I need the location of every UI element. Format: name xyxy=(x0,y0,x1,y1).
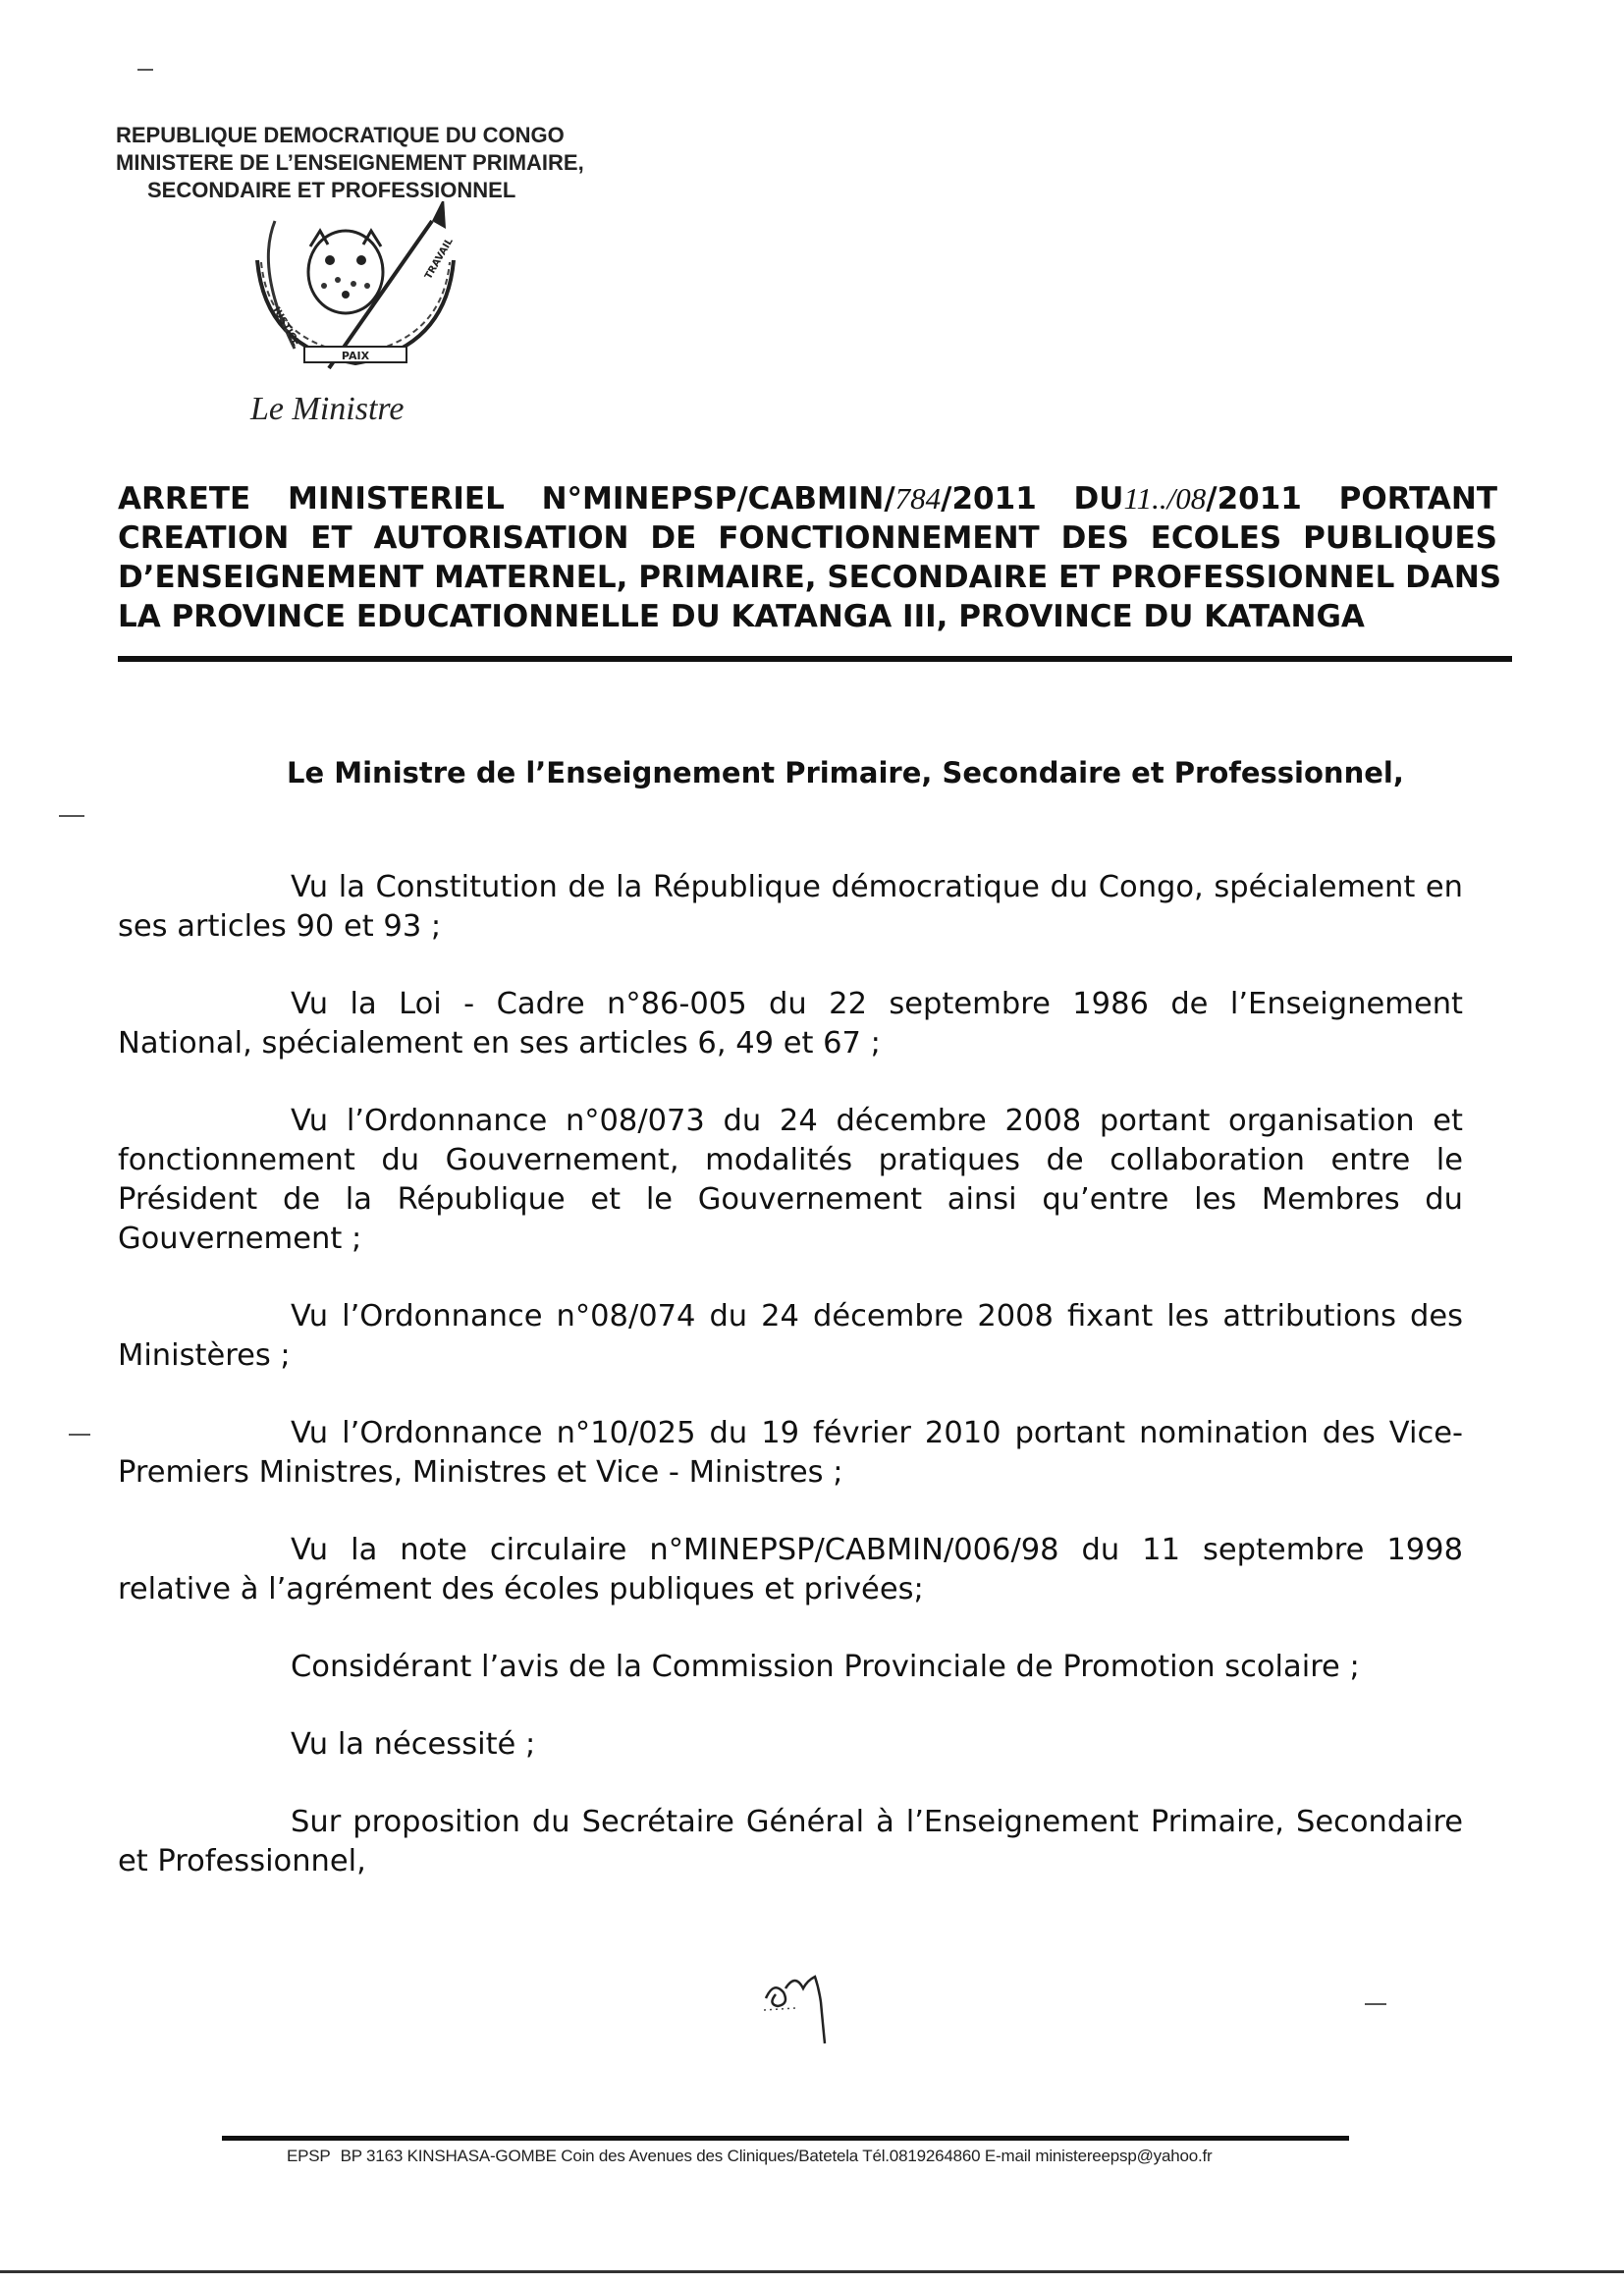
coat-of-arms-icon xyxy=(236,201,476,383)
letterhead-ministry: MINISTERE DE L’ENSEIGNEMENT PRIMAIRE, xyxy=(116,150,584,175)
paragraph: Vu la note circulaire n°MINEPSP/CABMIN/006/98 du 11 septembre 1998 relative à l’agrément des écoles publiques et privées; xyxy=(118,1533,1463,1606)
svg-text:JUSTICE: JUSTICE xyxy=(270,305,301,349)
paragraph: Sur proposition du Secrétaire Général à l’Enseignement Primaire, Secondaire et Professionnel, xyxy=(118,1805,1463,1878)
decree-title-line-3: D’ENSEIGNEMENT MATERNEL, PRIMAIRE, SECONDAIRE ET PROFESSIONNEL DANS xyxy=(118,560,1502,595)
footer-address: BP 3163 KINSHASA-GOMBE Coin des Avenues des Cliniques/Batetela Tél.0819264860 E-mail ministereepsp@yahoo.fr xyxy=(340,2147,1213,2165)
paragraph: Vu l’Ordonnance n°10/025 du 19 février 2010 portant nomination des Vice-Premiers Ministres, Ministres et Vice - Ministres ; xyxy=(118,1416,1463,1490)
decree-title-line-2: CREATION ET AUTORISATION DE FONCTIONNEMENT DES ECOLES PUBLIQUES xyxy=(118,520,1497,556)
scan-speck xyxy=(59,815,84,817)
letterhead-ministry-cont: SECONDAIRE ET PROFESSIONNEL xyxy=(147,178,516,202)
footer-divider xyxy=(222,2136,1349,2141)
decree-number-handwritten: 784 xyxy=(894,481,942,516)
title-divider xyxy=(118,656,1512,662)
scan-speck xyxy=(69,1434,90,1436)
paragraph: Considérant l’avis de la Commission Provinciale de Promotion scolaire ; xyxy=(291,1650,1360,1684)
letterhead xyxy=(116,122,705,204)
decree-year-portant: 2011 PORTANT xyxy=(1217,481,1497,517)
decree-title-line-1: ARRETE MINISTERIEL N°MINEPSP/CABMIN/784/2011 DU11../08/2011 PORTANT xyxy=(118,481,1497,517)
decree-body xyxy=(118,868,1463,1881)
scan-edge xyxy=(0,2270,1624,2273)
scan-speck xyxy=(1365,2003,1386,2005)
signature-title: Le Ministre xyxy=(250,391,405,427)
footer xyxy=(287,2147,1212,2166)
letterhead-country: REPUBLIQUE DEMOCRATIQUE DU CONGO xyxy=(116,123,565,147)
handwritten-initials xyxy=(756,1959,864,2047)
decree-title-line-4: LA PROVINCE EDUCATIONNELLE DU KATANGA III, PROVINCE DU KATANGA xyxy=(118,599,1365,634)
decree-date-handwritten: 11../08 xyxy=(1123,481,1207,516)
decree-number-prefix: ARRETE MINISTERIEL N°MINEPSP/CABMIN/ xyxy=(118,481,895,517)
svg-text:TRAVAIL: TRAVAIL xyxy=(423,236,456,282)
paragraph: Vu l’Ordonnance n°08/074 du 24 décembre 2008 fixant les attributions des Ministères ; xyxy=(118,1299,1463,1373)
paragraph: Vu la Loi - Cadre n°86-005 du 22 septembre 1986 de l’Enseignement National, spécialement en ses articles 6, 49 et 67 ; xyxy=(118,987,1463,1061)
footer-org: EPSP xyxy=(287,2147,331,2165)
svg-text:PAIX: PAIX xyxy=(341,350,370,362)
decree-year-du: 2011 DU xyxy=(951,481,1124,517)
paragraph: Vu la Constitution de la République démocratique du Congo, spécialement en ses articles 90 et 93 ; xyxy=(118,870,1463,944)
scan-speck xyxy=(137,69,153,71)
paragraph: Vu l’Ordonnance n°08/073 du 24 décembre 2008 portant organisation et fonctionnement du Gouvernement, modalités pratiques de collaboration entre le Président de la République et le Gouvernement ainsi qu’entre les Membres du Gouvernement ; xyxy=(118,1104,1463,1256)
minister-heading: Le Ministre de l’Enseignement Primaire, Secondaire et Professionnel, xyxy=(287,756,1404,789)
decree-title xyxy=(118,479,1502,636)
paragraph: Vu la nécessité ; xyxy=(291,1727,536,1762)
